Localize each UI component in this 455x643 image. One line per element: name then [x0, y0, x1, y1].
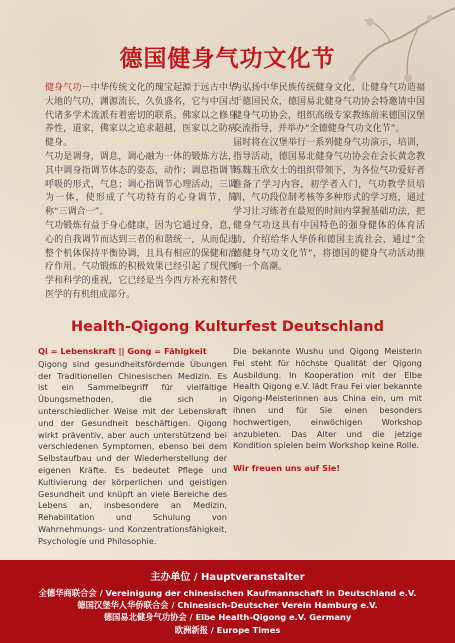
german-left-column	[38, 346, 227, 559]
organizer-line: 德国易北健身气功协会 / Elbe Health-Qigong e.V. Germany	[103, 612, 352, 623]
chinese-paragraph-5: 届时将在汉堡举行一系列健身气功演示，培训，指导活动，德国易北健身气功协会在会长黄念教练魏玉欣女士的组织带领下，为各位气功爱好者准备了学习内容，初学者入门，气功教学员培训，气功段位制考核等多种形式的学习班，通过学习让习练者在最短的时间内掌握基础功法，把健身气功这具有中国特色的强身健体的体育活动，介绍给华人华侨和德国主流社会，通过“全德健身气功文化节”，将德国的健身气功活动推向一个高潮。	[233, 138, 425, 273]
chinese-right-column	[233, 82, 425, 275]
chinese-paragraph-2: 气功是调身，调息，调心融为一体的锻炼方法，其中调身指调节体态的姿态，动作；调息指调节呼吸的形式，气息；调心指调节心理活动，三调为一体，使形成了气功特有的心身调节，简称“三调合一”。	[45, 151, 237, 218]
footer-heading: 主办单位 / Hauptveranstalter	[150, 572, 305, 583]
german-invitation: Wir freuen uns auf Sie!	[233, 463, 341, 474]
organizer-list	[0, 587, 455, 636]
chinese-paragraph-4: 为弘扬中华民族传统健身文化，让健身气功造福于德国民众，德国易北健身气功协会特邀请中国健身气功协会，组织高级专家教练前来德国汉堡交流指导，并举办“全德健身气功文化节”。	[233, 83, 425, 135]
german-paragraph-1: Qigong sind gesundheitsfördernde Übungen der Traditionellen Chinesischen Medizin. Es ist ein Sammelbegriff für vielfältige Übungsmethoden, die sich in unterschiedlicher Weise mit der Lebenskraft und der Gesundheit beschäftigen. Qigong wirkt präventiv, aber auch unterstützend bei verschiedenen Symptomen, ebenso bei dem Selbstaufbau und der Wiederherstellung der eigenen Kräfte. Es bedeutet Pflege und Kultivierung der körperlichen und geistigen Gesundheit und knüpft an viele Bereiche des Lebens an, insbesondere an Medizin, Rehabilitation und Schulung von Wahrnehmungs- und Konzentrationsfähigkeit, Psychologie und Philosophie.	[38, 358, 227, 546]
chinese-left-column	[45, 82, 237, 303]
chinese-lead-highlight: 健身气功	[45, 83, 82, 93]
german-title: Health-Qigong Kulturfest Deutschland	[71, 319, 384, 335]
german-right-column	[233, 346, 422, 475]
organizers-footer	[0, 560, 455, 643]
german-paragraph-2: Die bekannte Wushu und Qigong Meisterin Fei steht für höchste Qualität der Qigong Ausbildung. In Kooperation mit der Elbe Health Qigong e.V. lädt Frau Fei vier bekannte Qigong-Meisterinnen aus China ein, um mit ihnen und für Sie einen besonders hochwertigen, einwöchigen Workshop anzubieten. Das Alter und die jetzige Kondition spielen beim Workshop keine Rolle.	[233, 346, 422, 451]
organizer-line: 欧洲新报 / Europe Times	[174, 624, 281, 635]
chinese-paragraph-1: 健身气功－中华传统文化的瑰宝起源于远古中华大地的气功，渊源流长，久负盛名，它与中国古代诸多学术流派有着密切的联系。佛家以之修身养性，道家，佛家以之追求超越，医家以之防病健身。	[45, 83, 237, 149]
organizer-line: 德国汉堡华人华侨联合会 / Chinesisch-Deutscher Verein Hamburg e.V.	[77, 600, 378, 611]
chinese-paragraph-3: 气功锻炼有益于身心健康，因为它通过身，息，心的自我调节而达到三者的和谐统一，从而促进整个机体保持平衡协调，且具有相应的保健和治疗作用。气功锻炼的积极效果已经引起了现代医学和科学的重视，它已经是当今西方补充和替代医学的有机组成部分。	[45, 220, 237, 300]
organizer-line: 全德华商联合会 / Vereinigung der chinesischen Kaufmannschaft in Deutschland e.V.	[38, 588, 417, 598]
german-subheading: Qi = Lebenskraft || Gong = Fähigkeit	[38, 346, 207, 356]
chinese-title: 德国健身气功文化节	[119, 46, 336, 72]
